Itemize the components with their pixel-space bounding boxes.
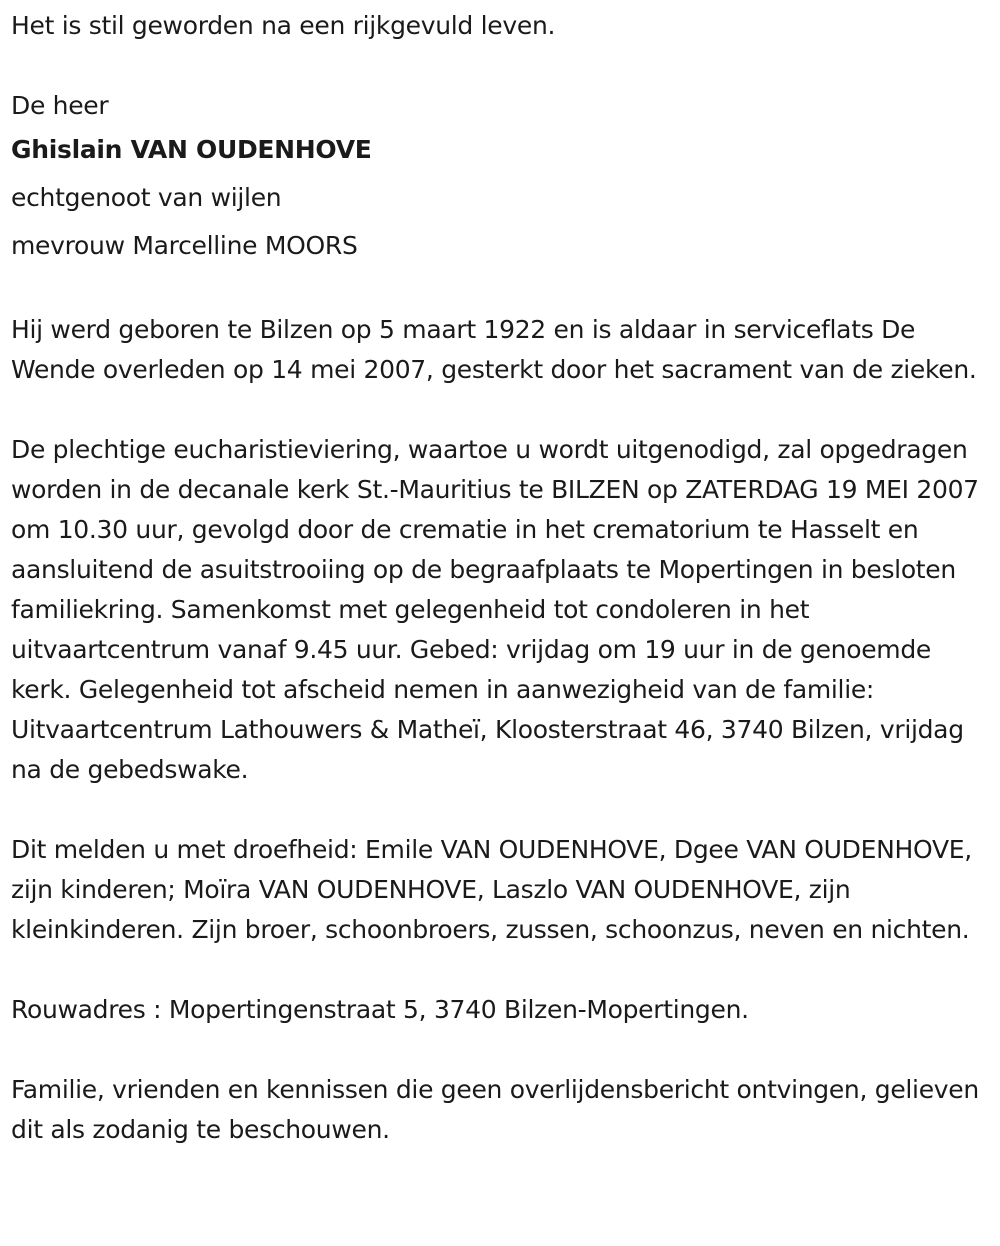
salutation: De heer [11,91,109,120]
spacer [11,390,996,430]
family-paragraph: Dit melden u met droefheid: Emile VAN OUDENHOVE, Dgee VAN OUDENHOVE, zijn kinderen; Moïra VAN OUDENHOVE, Laszlo VAN OUDENHOVE, zijn kleinkinderen. Zijn broer, schoonbroers, zussen, schoonzus, neven en nichten. [11,835,972,944]
opening-line: Het is stil geworden na een rijkgevuld leven. [11,11,556,40]
spouse-line-1: echtgenoot van wijlen [11,183,282,212]
birth-death-paragraph: Hij werd geboren te Bilzen op 5 maart 1922 en is aldaar in serviceflats De Wende overleden op 14 mei 2007, gesterkt door het sacrament van de zieken. [11,315,977,384]
spacer [11,950,996,990]
mourning-address: Rouwadres : Mopertingenstraat 5, 3740 Bilzen-Mopertingen. [11,995,749,1024]
spacer [11,46,996,86]
obituary-notice [11,6,996,1150]
spouse-line-2: mevrouw Marcelline MOORS [11,231,358,260]
deceased-name: Ghislain VAN OUDENHOVE [11,135,372,164]
spacer [11,790,996,830]
ceremony-paragraph: De plechtige eucharistieviering, waartoe u wordt uitgenodigd, zal opgedragen worden in de decanale kerk St.-Mauritius te BILZEN op ZATERDAG 19 MEI 2007 om 10.30 uur, gevolgd door de crematie in het crematorium te Hasselt en aansluitend de asuitstrooiing op de begraafplaats te Mopertingen in besloten familiekring. Samenkomst met gelegenheid tot condoleren in het uitvaartcentrum vanaf 9.45 uur. Gebed: vrijdag om 19 uur in de genoemde kerk. Gelegenheid tot afscheid nemen in aanwezigheid van de familie: Uitvaartcentrum Lathouwers & Matheï, Kloosterstraat 46, 3740 Bilzen, vrijdag na de gebedswake. [11,435,979,784]
spacer [11,1030,996,1070]
spacer [11,270,996,310]
closing-paragraph: Familie, vrienden en kennissen die geen overlijdensbericht ontvingen, gelieven dit als zodanig te beschouwen. [11,1075,979,1144]
